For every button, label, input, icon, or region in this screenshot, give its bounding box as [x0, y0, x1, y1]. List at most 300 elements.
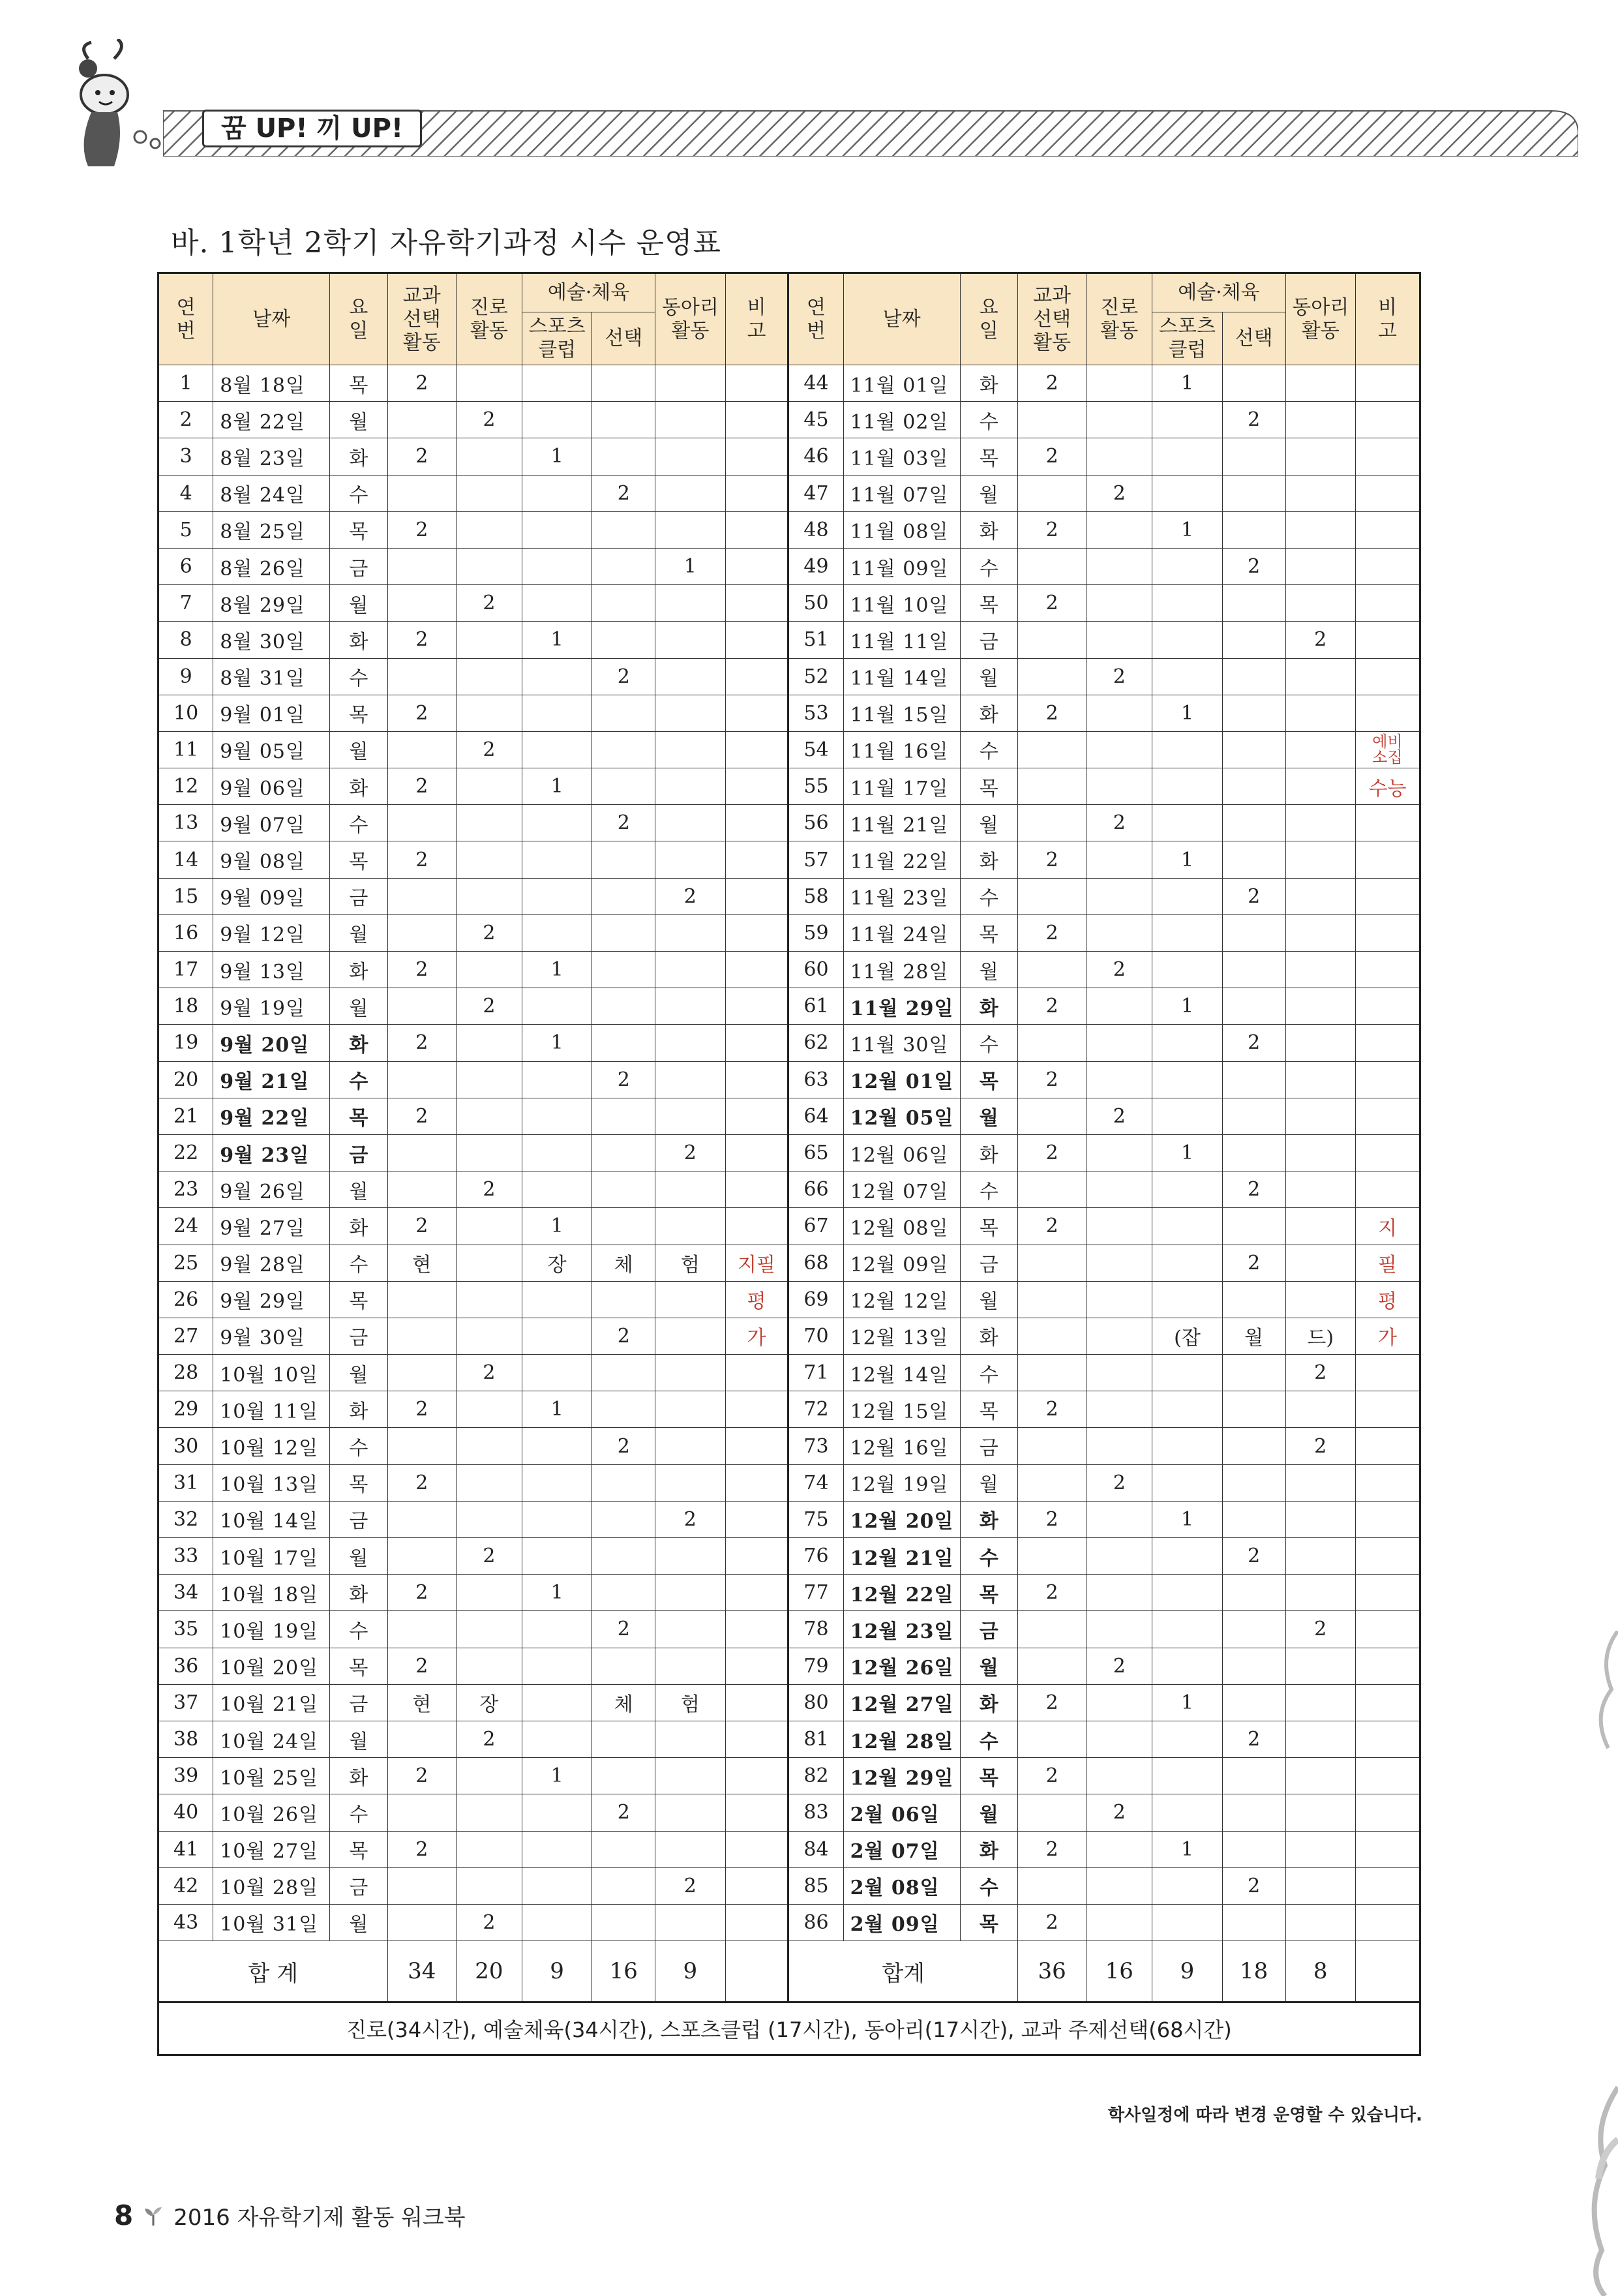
subject-hours — [1017, 1721, 1086, 1757]
club-hours — [1285, 548, 1355, 584]
row-num: 41 — [158, 1831, 213, 1867]
row-num: 78 — [788, 1611, 843, 1648]
header-subject: 교과 선택 활동 — [387, 273, 456, 365]
club-hours — [1285, 1831, 1355, 1867]
row-remark — [1355, 511, 1420, 548]
table-row — [158, 695, 1420, 731]
club-hours — [1285, 1098, 1355, 1134]
choice-hours — [592, 1134, 655, 1171]
career-hours — [456, 1134, 522, 1171]
table-row — [158, 841, 1420, 878]
subject-hours: 2 — [1017, 988, 1086, 1025]
sports-hours — [1152, 1648, 1222, 1684]
subject-hours: 2 — [1017, 1061, 1086, 1098]
club-hours — [655, 1538, 725, 1575]
sports-hours — [1152, 1355, 1222, 1391]
career-hours — [456, 1318, 522, 1354]
row-remark — [725, 1134, 788, 1171]
subject-hours — [387, 988, 456, 1025]
row-date: 10월 31일 — [213, 1904, 330, 1941]
career-hours — [456, 622, 522, 658]
subject-hours — [387, 548, 456, 584]
row-remark — [1355, 988, 1420, 1025]
club-hours: 2 — [655, 878, 725, 914]
choice-hours — [592, 622, 655, 658]
sports-hours — [1152, 1098, 1222, 1134]
choice-hours — [1222, 988, 1285, 1025]
club-hours: 2 — [655, 1501, 725, 1537]
subject-hours — [387, 1538, 456, 1575]
career-hours — [1086, 1867, 1152, 1904]
subject-hours — [387, 658, 456, 695]
career-hours — [456, 1428, 522, 1464]
choice-hours: 2 — [1222, 1025, 1285, 1061]
table-row — [158, 1245, 1420, 1281]
choice-hours — [592, 1098, 655, 1134]
row-remark — [725, 768, 788, 805]
row-num: 69 — [788, 1281, 843, 1318]
subject-hours — [387, 1134, 456, 1171]
career-hours — [1086, 548, 1152, 584]
row-date: 12월 14일 — [843, 1355, 960, 1391]
row-day: 금 — [330, 1867, 387, 1904]
row-day: 월 — [960, 475, 1017, 511]
row-date: 9월 07일 — [213, 805, 330, 841]
total-value: 16 — [592, 1941, 655, 2002]
career-hours — [456, 805, 522, 841]
sports-hours: 1 — [522, 952, 592, 988]
club-hours — [655, 695, 725, 731]
row-remark — [1355, 438, 1420, 475]
choice-hours — [1222, 475, 1285, 511]
career-hours — [456, 1867, 522, 1904]
choice-hours — [1222, 1208, 1285, 1245]
row-remark — [725, 1355, 788, 1391]
choice-hours: 2 — [592, 658, 655, 695]
row-num: 81 — [788, 1721, 843, 1757]
career-hours — [456, 878, 522, 914]
row-day: 목 — [960, 585, 1017, 622]
row-remark — [725, 988, 788, 1025]
row-date: 12월 01일 — [843, 1061, 960, 1098]
row-remark — [1355, 1758, 1420, 1794]
row-num: 45 — [788, 402, 843, 438]
row-remark — [1355, 1098, 1420, 1134]
club-hours — [655, 768, 725, 805]
row-date: 11월 08일 — [843, 511, 960, 548]
page-footer — [114, 2199, 466, 2231]
header-date: 날짜 — [213, 273, 330, 365]
header-remark: 비 고 — [1355, 273, 1420, 365]
row-remark — [1355, 1794, 1420, 1831]
row-date: 9월 30일 — [213, 1318, 330, 1354]
row-date: 11월 23일 — [843, 878, 960, 914]
total-value: 16 — [1086, 1941, 1152, 2002]
club-hours — [655, 1281, 725, 1318]
row-date: 8월 26일 — [213, 548, 330, 584]
subject-hours — [1017, 952, 1086, 988]
row-day: 화 — [960, 1831, 1017, 1867]
row-date: 10월 24일 — [213, 1721, 330, 1757]
career-hours — [456, 1025, 522, 1061]
choice-hours: 2 — [592, 1061, 655, 1098]
row-day: 목 — [960, 1391, 1017, 1428]
table-row — [158, 548, 1420, 584]
header-num: 연 번 — [158, 273, 213, 365]
row-date: 10월 19일 — [213, 1611, 330, 1648]
row-day: 월 — [330, 585, 387, 622]
table-row — [158, 1758, 1420, 1794]
club-hours — [1285, 1025, 1355, 1061]
row-num: 34 — [158, 1575, 213, 1611]
row-date: 8월 22일 — [213, 402, 330, 438]
choice-hours — [1222, 1758, 1285, 1794]
row-remark — [725, 1648, 788, 1684]
sports-hours — [522, 585, 592, 622]
club-hours — [1285, 952, 1355, 988]
sports-hours: 1 — [522, 768, 592, 805]
row-date: 10월 27일 — [213, 1831, 330, 1867]
row-day: 목 — [960, 914, 1017, 951]
choice-hours: 2 — [1222, 1867, 1285, 1904]
row-num: 68 — [788, 1245, 843, 1281]
choice-hours: 2 — [592, 1611, 655, 1648]
row-num: 11 — [158, 731, 213, 768]
career-hours — [1086, 695, 1152, 731]
row-day: 목 — [960, 438, 1017, 475]
choice-hours — [592, 402, 655, 438]
row-remark — [725, 878, 788, 914]
row-day: 수 — [960, 1538, 1017, 1575]
career-hours — [456, 1391, 522, 1428]
subject-hours: 2 — [1017, 365, 1086, 402]
subject-hours — [387, 1721, 456, 1757]
choice-hours — [1222, 365, 1285, 402]
club-hours — [1285, 511, 1355, 548]
row-remark — [725, 1684, 788, 1721]
sports-hours: 1 — [522, 1025, 592, 1061]
career-hours — [1086, 1281, 1152, 1318]
row-day: 화 — [960, 988, 1017, 1025]
club-hours — [1285, 1134, 1355, 1171]
choice-hours — [592, 1501, 655, 1537]
subject-hours: 2 — [1017, 695, 1086, 731]
sports-hours: 1 — [1152, 1134, 1222, 1171]
choice-hours — [1222, 438, 1285, 475]
row-remark — [1355, 1611, 1420, 1648]
club-hours — [1285, 878, 1355, 914]
row-day: 수 — [330, 1061, 387, 1098]
table-row — [158, 1281, 1420, 1318]
row-day: 목 — [330, 695, 387, 731]
sports-hours — [522, 1061, 592, 1098]
table-row — [158, 1025, 1420, 1061]
choice-hours — [1222, 695, 1285, 731]
choice-hours — [1222, 1391, 1285, 1428]
career-hours — [1086, 585, 1152, 622]
row-day: 화 — [330, 1575, 387, 1611]
row-date: 9월 06일 — [213, 768, 330, 805]
row-remark — [1355, 1501, 1420, 1537]
club-hours — [1285, 841, 1355, 878]
row-date: 12월 08일 — [843, 1208, 960, 1245]
subject-hours: 2 — [387, 1391, 456, 1428]
choice-hours: 2 — [1222, 878, 1285, 914]
career-hours — [456, 1245, 522, 1281]
career-hours — [456, 365, 522, 402]
row-num: 32 — [158, 1501, 213, 1537]
sports-hours — [1152, 585, 1222, 622]
header-day: 요 일 — [960, 273, 1017, 365]
row-num: 79 — [788, 1648, 843, 1684]
club-hours — [655, 585, 725, 622]
row-date: 2월 07일 — [843, 1831, 960, 1867]
table-row — [158, 1794, 1420, 1831]
club-hours — [655, 475, 725, 511]
subject-hours — [1017, 1794, 1086, 1831]
row-remark — [725, 1098, 788, 1134]
row-day: 월 — [330, 1904, 387, 1941]
career-hours — [456, 695, 522, 731]
row-remark — [1355, 1464, 1420, 1501]
career-hours — [456, 548, 522, 584]
table-row — [158, 1684, 1420, 1721]
sports-hours — [522, 878, 592, 914]
row-num: 31 — [158, 1464, 213, 1501]
row-remark — [725, 1171, 788, 1208]
row-num: 1 — [158, 365, 213, 402]
row-day: 목 — [330, 1648, 387, 1684]
row-num: 42 — [158, 1867, 213, 1904]
row-remark — [1355, 1025, 1420, 1061]
career-hours — [456, 1794, 522, 1831]
career-hours — [456, 475, 522, 511]
club-hours — [655, 731, 725, 768]
subject-hours: 2 — [387, 841, 456, 878]
club-hours — [655, 1758, 725, 1794]
row-remark — [1355, 1061, 1420, 1098]
choice-hours — [1222, 914, 1285, 951]
row-date: 8월 31일 — [213, 658, 330, 695]
row-day: 수 — [960, 402, 1017, 438]
table-row — [158, 1318, 1420, 1354]
career-hours: 2 — [1086, 952, 1152, 988]
sports-hours — [522, 1648, 592, 1684]
choice-hours — [1222, 622, 1285, 658]
row-remark — [725, 695, 788, 731]
career-hours — [1086, 841, 1152, 878]
header-choice: 선택 — [1222, 312, 1285, 365]
table-row — [158, 1098, 1420, 1134]
club-hours — [655, 1318, 725, 1354]
table-row — [158, 511, 1420, 548]
career-hours — [1086, 878, 1152, 914]
header-num: 연 번 — [788, 273, 843, 365]
subject-hours — [387, 1611, 456, 1648]
choice-hours: 2 — [1222, 548, 1285, 584]
sports-hours — [522, 1318, 592, 1354]
row-num: 76 — [788, 1538, 843, 1575]
row-day: 월 — [330, 1355, 387, 1391]
row-num: 85 — [788, 1867, 843, 1904]
sports-hours — [522, 1355, 592, 1391]
sports-hours — [522, 1904, 592, 1941]
table-row — [158, 1464, 1420, 1501]
subject-hours — [387, 1318, 456, 1354]
sports-hours — [522, 914, 592, 951]
career-hours — [1086, 511, 1152, 548]
sports-hours — [1152, 1391, 1222, 1428]
career-hours — [1086, 1355, 1152, 1391]
row-date: 10월 21일 — [213, 1684, 330, 1721]
row-num: 60 — [788, 952, 843, 988]
row-remark — [725, 1208, 788, 1245]
subject-hours: 2 — [1017, 1391, 1086, 1428]
row-remark — [725, 731, 788, 768]
row-day: 화 — [960, 365, 1017, 402]
totals-label: 합계 — [788, 1941, 1018, 2002]
row-date: 9월 22일 — [213, 1098, 330, 1134]
row-num: 65 — [788, 1134, 843, 1171]
row-date: 9월 05일 — [213, 731, 330, 768]
club-hours — [655, 1428, 725, 1464]
subject-hours: 2 — [387, 1648, 456, 1684]
row-num: 54 — [788, 731, 843, 768]
row-remark — [725, 1758, 788, 1794]
sports-hours: 1 — [1152, 511, 1222, 548]
subject-hours: 2 — [387, 1098, 456, 1134]
career-hours — [456, 511, 522, 548]
row-num: 50 — [788, 585, 843, 622]
career-hours — [1086, 1758, 1152, 1794]
choice-hours — [592, 1464, 655, 1501]
row-date: 11월 03일 — [843, 438, 960, 475]
sports-hours — [1152, 1025, 1222, 1061]
row-day: 월 — [330, 1171, 387, 1208]
subject-hours — [1017, 402, 1086, 438]
row-remark — [725, 1428, 788, 1464]
sports-hours — [522, 1098, 592, 1134]
sports-hours — [522, 841, 592, 878]
row-remark: 예비 소집 — [1355, 731, 1420, 768]
choice-hours: 2 — [592, 805, 655, 841]
subject-hours — [387, 1794, 456, 1831]
sports-hours — [522, 1501, 592, 1537]
row-day: 월 — [960, 658, 1017, 695]
row-date: 10월 12일 — [213, 1428, 330, 1464]
career-hours — [1086, 365, 1152, 402]
row-date: 10월 26일 — [213, 1794, 330, 1831]
club-hours — [655, 1391, 725, 1428]
total-value — [725, 1941, 788, 2002]
career-hours: 2 — [456, 914, 522, 951]
sports-hours: 1 — [522, 438, 592, 475]
sports-hours — [522, 1538, 592, 1575]
choice-hours — [592, 1281, 655, 1318]
subject-hours: 2 — [1017, 914, 1086, 951]
career-hours: 2 — [1086, 805, 1152, 841]
choice-hours — [1222, 805, 1285, 841]
row-date: 10월 20일 — [213, 1648, 330, 1684]
row-remark: 가 — [725, 1318, 788, 1354]
row-date: 8월 23일 — [213, 438, 330, 475]
table-row — [158, 1208, 1420, 1245]
sports-hours — [522, 365, 592, 402]
row-num: 61 — [788, 988, 843, 1025]
subject-hours: 2 — [387, 365, 456, 402]
club-hours — [1285, 805, 1355, 841]
row-date: 12월 27일 — [843, 1684, 960, 1721]
row-day: 월 — [330, 402, 387, 438]
subject-hours: 2 — [1017, 438, 1086, 475]
sports-hours — [522, 1428, 592, 1464]
subject-hours — [1017, 1611, 1086, 1648]
row-date: 12월 07일 — [843, 1171, 960, 1208]
row-date: 12월 26일 — [843, 1648, 960, 1684]
row-date: 10월 17일 — [213, 1538, 330, 1575]
sports-hours: 1 — [1152, 988, 1222, 1025]
header-sports-club: 스포츠 클럽 — [522, 312, 592, 365]
row-num: 74 — [788, 1464, 843, 1501]
row-remark — [725, 1611, 788, 1648]
sports-hours: 1 — [1152, 1831, 1222, 1867]
row-remark: 필 — [1355, 1245, 1420, 1281]
header-club: 동아리 활동 — [1285, 273, 1355, 365]
club-hours — [655, 805, 725, 841]
sprout-icon — [142, 2205, 164, 2227]
choice-hours — [1222, 658, 1285, 695]
choice-hours — [592, 1171, 655, 1208]
row-remark — [1355, 548, 1420, 584]
sports-hours — [1152, 1575, 1222, 1611]
subject-hours — [1017, 548, 1086, 584]
club-hours: 험 — [655, 1684, 725, 1721]
row-num: 83 — [788, 1794, 843, 1831]
subject-hours: 2 — [387, 1575, 456, 1611]
choice-hours — [1222, 1794, 1285, 1831]
row-date: 2월 09일 — [843, 1904, 960, 1941]
career-hours — [1086, 1318, 1152, 1354]
choice-hours — [1222, 952, 1285, 988]
row-day: 금 — [330, 1501, 387, 1537]
row-num: 8 — [158, 622, 213, 658]
row-remark — [1355, 1538, 1420, 1575]
row-num: 40 — [158, 1794, 213, 1831]
row-date: 9월 21일 — [213, 1061, 330, 1098]
sports-hours — [1152, 1281, 1222, 1318]
row-num: 10 — [158, 695, 213, 731]
table-row — [158, 438, 1420, 475]
choice-hours — [592, 878, 655, 914]
career-hours: 2 — [456, 1721, 522, 1757]
table-row — [158, 585, 1420, 622]
choice-hours — [592, 1867, 655, 1904]
row-day: 수 — [960, 548, 1017, 584]
row-day: 월 — [960, 1098, 1017, 1134]
subject-hours: 2 — [1017, 1758, 1086, 1794]
subject-hours: 2 — [1017, 1831, 1086, 1867]
row-remark — [725, 1794, 788, 1831]
sports-hours — [522, 548, 592, 584]
career-hours — [1086, 622, 1152, 658]
section-title: 바. 1학년 2학기 자유학기과정 시수 운영표 — [171, 226, 721, 260]
row-num: 75 — [788, 1501, 843, 1537]
table-row — [158, 1538, 1420, 1575]
career-hours: 2 — [456, 1904, 522, 1941]
subject-hours: 2 — [387, 1758, 456, 1794]
row-num: 70 — [788, 1318, 843, 1354]
club-hours — [1285, 914, 1355, 951]
